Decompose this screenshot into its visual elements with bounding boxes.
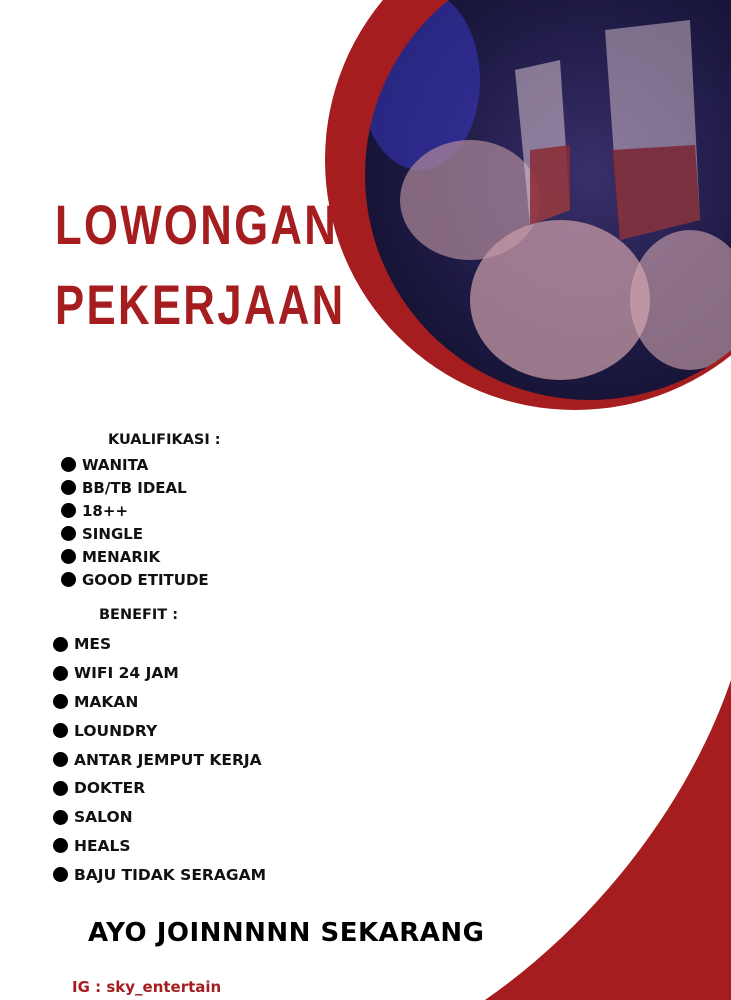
bullet-icon [53,666,68,681]
title-line-1: LOWONGAN [55,193,339,256]
bullet-icon [61,480,76,495]
red-corner-wave [485,680,731,1000]
instagram-handle: IG : sky_entertain [72,978,222,996]
item-label: GOOD ETITUDE [82,570,209,589]
bullet-icon [61,457,76,472]
list-item [61,545,209,568]
item-label: HEALS [74,836,131,855]
item-label: MES [74,635,112,654]
bullet-icon [53,867,68,882]
benefits-list [53,630,266,889]
item-label: SINGLE [82,524,144,543]
bullet-icon [53,781,68,796]
list-item [61,453,209,476]
item-label: WANITA [82,455,149,474]
benefits-heading: BENEFIT : [99,607,179,623]
item-label: SALON [74,808,133,827]
list-item [61,499,209,522]
item-label: MAKAN [74,692,139,711]
list-item [53,860,266,889]
bullet-icon [53,694,68,709]
list-item [53,688,266,717]
bullet-icon [61,503,76,518]
bullet-icon [53,838,68,853]
list-item [53,659,266,688]
list-item [53,745,266,774]
bullet-icon [61,572,76,587]
list-item [53,774,266,803]
bullet-icon [61,526,76,541]
list-item [53,716,266,745]
item-label: LOUNDRY [74,721,158,740]
call-to-action: AYO JOINNNNN SEKARANG [88,918,485,948]
qualifications-heading: KUALIFIKASI : [108,432,221,448]
bullet-icon [53,752,68,767]
bullet-icon [61,549,76,564]
list-item [61,568,209,591]
item-label: ANTAR JEMPUT KERJA [74,750,262,769]
bullet-icon [53,810,68,825]
title-line-2: PEKERJAAN [55,273,346,336]
list-item [53,832,266,861]
qualifications-list [61,453,209,591]
list-item [61,522,209,545]
item-label: MENARIK [82,547,161,566]
list-item [61,476,209,499]
item-label: WIFI 24 JAM [74,664,179,683]
item-label: DOKTER [74,779,146,798]
bullet-icon [53,637,68,652]
item-label: BAJU TIDAK SERAGAM [74,865,266,884]
item-label: 18++ [82,501,129,520]
item-label: BB/TB IDEAL [82,478,187,497]
bullet-icon [53,723,68,738]
list-item [53,630,266,659]
list-item [53,803,266,832]
